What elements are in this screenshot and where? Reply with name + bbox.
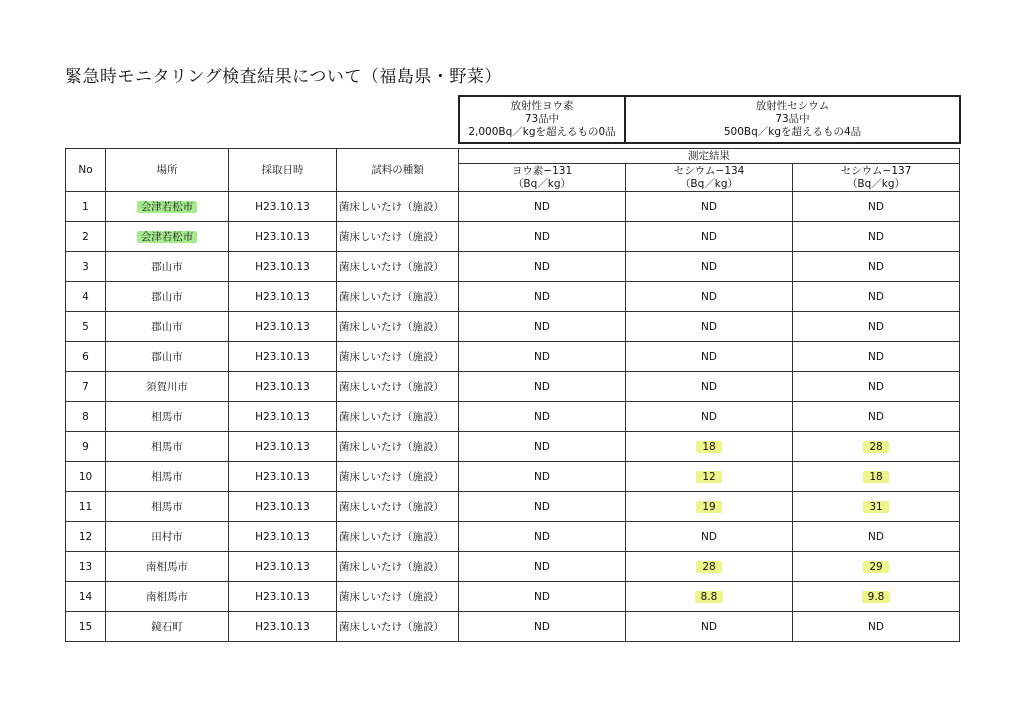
row-date-cell [229,312,337,342]
row-no: 10 [78,470,93,483]
row-i131-cell [459,402,626,432]
row-date: H23.10.13 [255,560,310,573]
row-i131-cell [459,312,626,342]
row-place: 相馬市 [151,501,183,513]
row-cs137-cell [793,402,960,432]
summary-iodine-line3: 2,000Bq／kgを超えるもの0品 [468,126,616,138]
row-cs134-cell [626,252,793,282]
table-row [66,552,960,582]
row-date: H23.10.13 [255,350,310,363]
table-row [66,192,960,222]
row-cs134-cell [626,372,793,402]
row-i131-cell [459,582,626,612]
row-no-cell [66,222,106,252]
row-cs134-cell [626,342,793,372]
row-cs137: 18 [863,471,888,483]
row-cs134-cell [626,402,793,432]
row-i131-cell [459,522,626,552]
summary-cesium-line2: 73品中 [775,113,810,125]
row-cs134-cell [626,312,793,342]
results-table [65,148,960,642]
row-place: 相馬市 [151,411,183,423]
row-date-cell [229,582,337,612]
row-cs134-cell [626,462,793,492]
row-cs137: ND [868,260,884,273]
row-cs134-cell [626,192,793,222]
table-row [66,462,960,492]
row-sample-cell [337,612,459,642]
header-cs134-label: セシウム−134 [673,164,745,177]
row-i131-cell [459,552,626,582]
row-i131-cell [459,462,626,492]
row-sample: 菌床しいたけ（施設） [339,201,444,213]
row-no-cell [66,192,106,222]
row-cs137: ND [868,230,884,243]
table-row [66,222,960,252]
row-cs137-cell [793,222,960,252]
row-i131: ND [534,290,550,303]
row-place-cell [106,432,229,462]
header-cs137-label: セシウム−137 [840,164,912,177]
row-place-cell [106,612,229,642]
table-row [66,522,960,552]
table-row [66,492,960,522]
header-place: 場所 [106,149,229,192]
row-date: H23.10.13 [255,230,310,243]
row-cs134-cell [626,582,793,612]
row-cs134: ND [701,620,717,633]
row-place: 相馬市 [151,441,183,453]
row-date-cell [229,372,337,402]
row-cs137-cell [793,492,960,522]
row-cs134-cell [626,282,793,312]
row-cs137: ND [868,380,884,393]
row-sample: 菌床しいたけ（施設） [339,591,444,603]
row-place-cell [106,402,229,432]
row-place: 南相馬市 [146,561,188,573]
row-i131: ND [534,440,550,453]
row-cs137: ND [868,620,884,633]
row-no: 1 [82,200,89,213]
header-cs134 [626,164,793,192]
row-date: H23.10.13 [255,620,310,633]
row-cs137-cell [793,342,960,372]
header-results: 測定結果 [459,149,960,164]
row-i131-cell [459,492,626,522]
row-cs137-cell [793,462,960,492]
summary-cesium-cell [625,96,960,143]
table-row [66,432,960,462]
row-sample-cell [337,372,459,402]
row-date: H23.10.13 [255,260,310,273]
row-date-cell [229,432,337,462]
row-date-cell [229,612,337,642]
row-sample-cell [337,252,459,282]
row-no-cell [66,342,106,372]
row-sample-cell [337,402,459,432]
row-place-cell [106,282,229,312]
row-date: H23.10.13 [255,290,310,303]
row-place-cell [106,192,229,222]
row-sample-cell [337,222,459,252]
summary-iodine-line2: 73品中 [524,113,560,125]
row-cs137-cell [793,432,960,462]
row-cs137-cell [793,372,960,402]
row-i131: ND [534,470,550,483]
row-cs134: 28 [696,561,721,573]
row-sample: 菌床しいたけ（施設） [339,501,444,513]
row-no: 3 [82,260,89,273]
row-cs134: ND [701,320,717,333]
row-i131-cell [459,432,626,462]
row-date: H23.10.13 [255,320,310,333]
row-place-cell [106,252,229,282]
row-place: 南相馬市 [146,591,188,603]
row-cs137: ND [868,530,884,543]
row-no: 15 [78,620,93,633]
row-place-cell [106,342,229,372]
row-sample-cell [337,522,459,552]
summary-cesium-line3: 500Bq／kgを超えるもの4品 [723,126,862,138]
row-i131: ND [534,350,550,363]
row-cs137: ND [868,350,884,363]
row-sample: 菌床しいたけ（施設） [339,351,444,363]
row-no-cell [66,612,106,642]
row-no: 4 [82,290,89,303]
row-date-cell [229,492,337,522]
row-date-cell [229,462,337,492]
row-cs137: 29 [863,561,888,573]
row-i131-cell [459,282,626,312]
row-place-cell [106,372,229,402]
summary-iodine-line1: 放射性ヨウ素 [510,100,574,112]
row-cs134-cell [626,552,793,582]
row-no-cell [66,432,106,462]
header-date: 採取日時 [229,149,337,192]
row-cs137: ND [868,410,884,423]
row-no-cell [66,312,106,342]
row-place: 会津若松市 [137,231,198,243]
row-place: 郡山市 [151,321,183,333]
row-place: 相馬市 [151,471,183,483]
page-title: 緊急時モニタリング検査結果について（福島県・野菜） [65,67,502,87]
row-no: 6 [82,350,89,363]
row-cs134: ND [701,260,717,273]
row-sample: 菌床しいたけ（施設） [339,381,444,393]
row-i131-cell [459,222,626,252]
row-sample-cell [337,342,459,372]
row-i131: ND [534,560,550,573]
row-place: 郡山市 [151,291,183,303]
row-no-cell [66,552,106,582]
row-place: 郡山市 [151,261,183,273]
row-no-cell [66,252,106,282]
table-row [66,372,960,402]
row-sample: 菌床しいたけ（施設） [339,411,444,423]
row-no-cell [66,492,106,522]
row-cs134: ND [701,230,717,243]
row-place-cell [106,552,229,582]
row-place-cell [106,492,229,522]
row-place: 田村市 [151,531,183,543]
row-sample: 菌床しいたけ（施設） [339,321,444,333]
row-cs134-cell [626,432,793,462]
row-date-cell [229,282,337,312]
row-cs134: ND [701,410,717,423]
row-sample: 菌床しいたけ（施設） [339,291,444,303]
row-i131: ND [534,410,550,423]
row-date-cell [229,522,337,552]
row-cs134: 18 [696,441,721,453]
row-date-cell [229,552,337,582]
row-sample: 菌床しいたけ（施設） [339,531,444,543]
row-cs134: ND [701,380,717,393]
row-cs137: ND [868,290,884,303]
row-place-cell [106,222,229,252]
table-row [66,612,960,642]
row-date: H23.10.13 [255,590,310,603]
row-no-cell [66,372,106,402]
row-sample-cell [337,312,459,342]
row-date: H23.10.13 [255,530,310,543]
summary-table [458,95,961,144]
row-date-cell [229,402,337,432]
row-date-cell [229,192,337,222]
row-date-cell [229,252,337,282]
row-sample-cell [337,192,459,222]
row-sample-cell [337,432,459,462]
row-cs137-cell [793,192,960,222]
row-no-cell [66,462,106,492]
row-date: H23.10.13 [255,440,310,453]
row-cs137-cell [793,282,960,312]
row-cs134-cell [626,612,793,642]
row-no: 9 [82,440,89,453]
row-place-cell [106,582,229,612]
row-place: 鏡石町 [151,621,183,633]
row-date: H23.10.13 [255,410,310,423]
row-cs134: ND [701,350,717,363]
header-i131-label: ヨウ素−131 [511,164,573,177]
table-row [66,402,960,432]
row-place: 須賀川市 [146,381,188,393]
row-i131: ND [534,200,550,213]
row-sample-cell [337,492,459,522]
row-cs134: 19 [696,501,721,513]
header-cs137-unit: （Bq／kg） [846,177,906,190]
row-cs134-cell [626,222,793,252]
row-place: 会津若松市 [137,201,198,213]
row-i131-cell [459,612,626,642]
row-cs137-cell [793,612,960,642]
row-no: 2 [82,230,89,243]
row-cs134: 8.8 [695,591,724,603]
row-cs137-cell [793,522,960,552]
row-i131: ND [534,500,550,513]
row-i131-cell [459,192,626,222]
row-i131: ND [534,230,550,243]
row-sample-cell [337,282,459,312]
row-place-cell [106,462,229,492]
table-row [66,342,960,372]
row-no: 7 [82,380,89,393]
row-cs137: 31 [863,501,888,513]
row-place-cell [106,312,229,342]
row-sample-cell [337,462,459,492]
row-i131: ND [534,620,550,633]
row-date: H23.10.13 [255,500,310,513]
row-sample-cell [337,552,459,582]
row-cs134: ND [701,530,717,543]
row-no: 8 [82,410,89,423]
row-cs134-cell [626,522,793,552]
row-no-cell [66,282,106,312]
table-row [66,582,960,612]
row-sample: 菌床しいたけ（施設） [339,561,444,573]
table-row [66,252,960,282]
row-date-cell [229,222,337,252]
row-no: 5 [82,320,89,333]
table-row [66,312,960,342]
row-no: 14 [78,590,93,603]
row-cs134: 12 [696,471,721,483]
row-i131: ND [534,590,550,603]
summary-cesium-line1: 放射性セシウム [755,100,830,112]
row-no-cell [66,522,106,552]
row-cs137: 9.8 [862,591,891,603]
results-table-body [66,192,960,642]
row-place-cell [106,522,229,552]
row-date: H23.10.13 [255,200,310,213]
row-date-cell [229,342,337,372]
header-cs137 [793,164,960,192]
row-cs137: ND [868,320,884,333]
row-i131-cell [459,252,626,282]
row-sample: 菌床しいたけ（施設） [339,471,444,483]
table-row [66,282,960,312]
header-no: No [66,149,106,192]
row-cs137-cell [793,252,960,282]
header-i131 [459,164,626,192]
row-place: 郡山市 [151,351,183,363]
row-sample: 菌床しいたけ（施設） [339,261,444,273]
header-cs134-unit: （Bq／kg） [679,177,739,190]
row-i131: ND [534,320,550,333]
row-i131: ND [534,380,550,393]
row-cs137-cell [793,312,960,342]
row-i131-cell [459,372,626,402]
row-i131-cell [459,342,626,372]
row-i131: ND [534,530,550,543]
row-cs137: ND [868,200,884,213]
row-i131: ND [534,260,550,273]
row-no-cell [66,582,106,612]
row-sample: 菌床しいたけ（施設） [339,231,444,243]
row-cs137-cell [793,582,960,612]
row-no-cell [66,402,106,432]
row-date: H23.10.13 [255,380,310,393]
row-sample-cell [337,582,459,612]
row-cs134: ND [701,200,717,213]
row-no: 11 [78,500,93,513]
row-date: H23.10.13 [255,470,310,483]
row-no: 13 [78,560,93,573]
row-cs134: ND [701,290,717,303]
summary-iodine-cell [459,96,625,143]
row-cs134-cell [626,492,793,522]
header-i131-unit: （Bq／kg） [512,177,572,190]
row-cs137-cell [793,552,960,582]
row-sample: 菌床しいたけ（施設） [339,441,444,453]
row-cs137: 28 [863,441,888,453]
row-no: 12 [78,530,93,543]
header-sample: 試料の種類 [337,149,459,192]
row-sample: 菌床しいたけ（施設） [339,621,444,633]
